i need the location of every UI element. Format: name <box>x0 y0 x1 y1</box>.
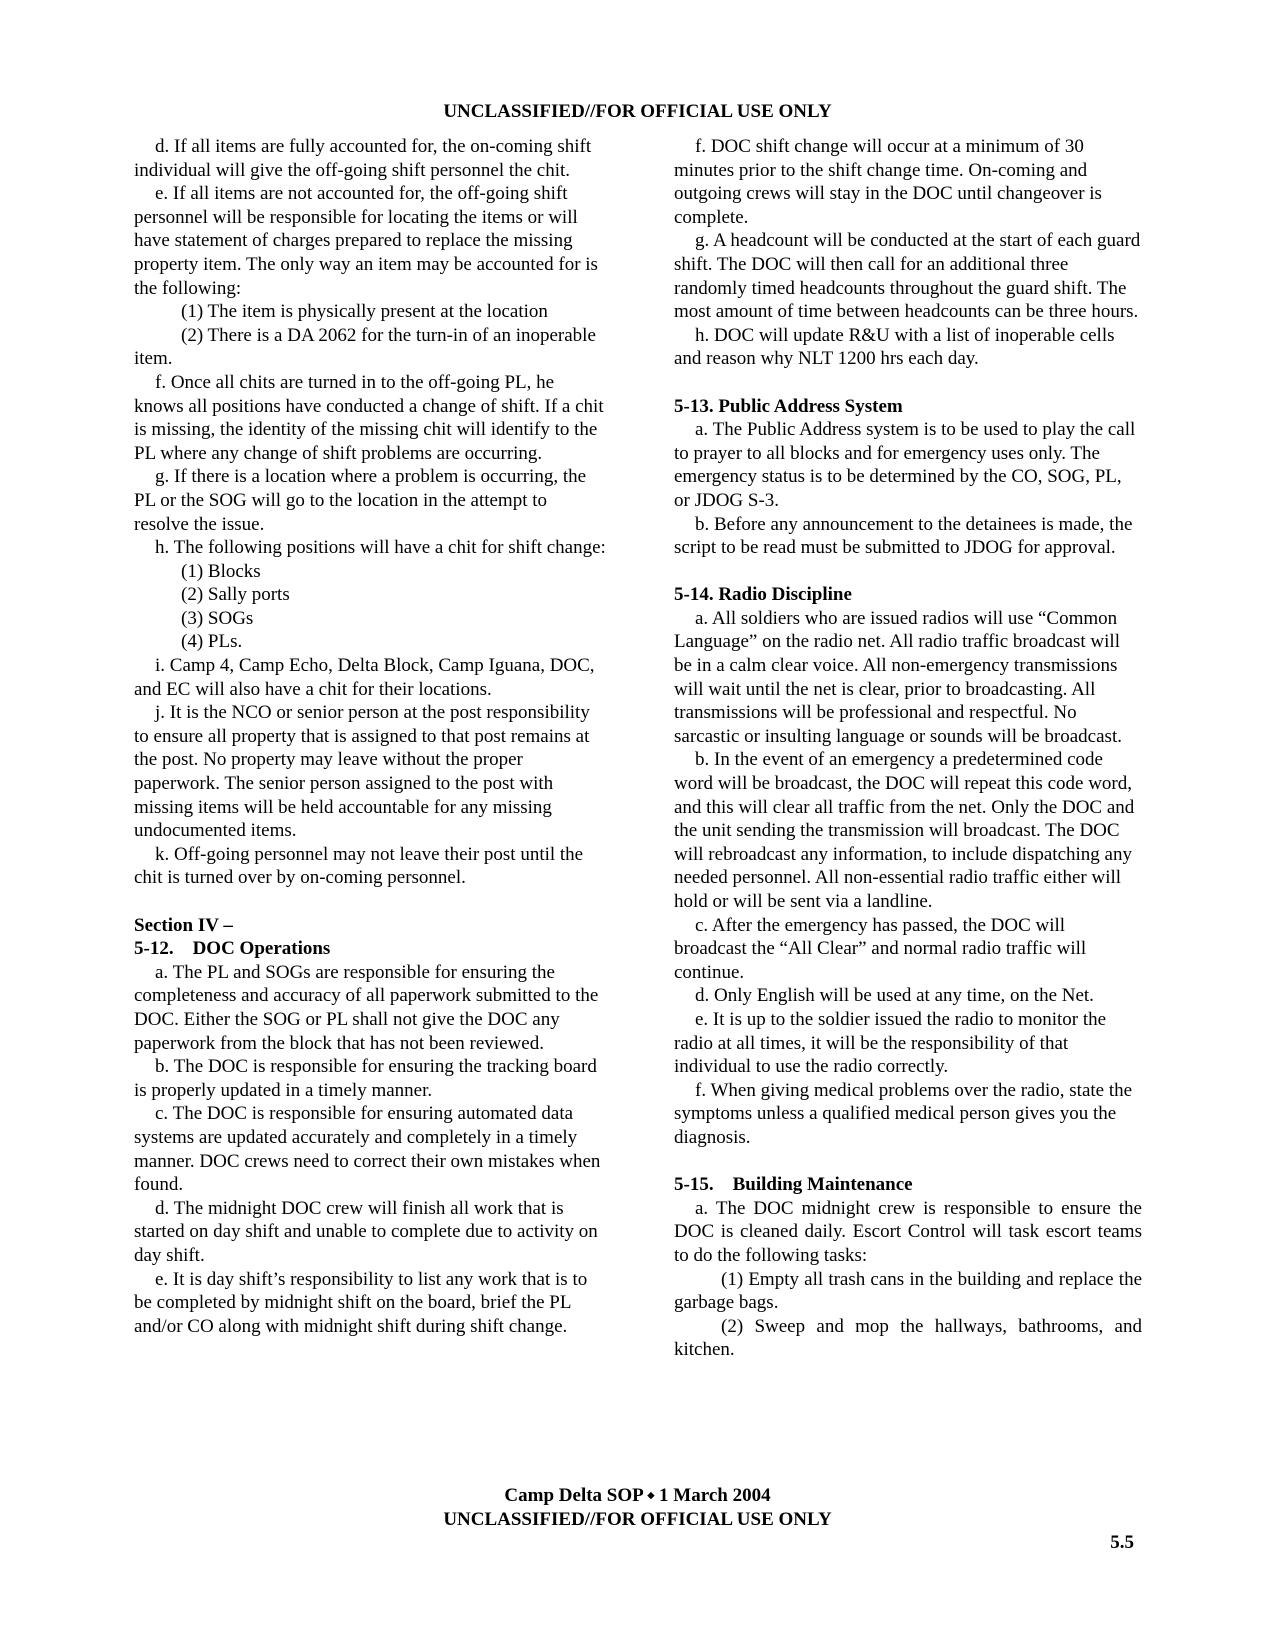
heading-5-13: 5-13. Public Address System <box>674 395 903 417</box>
paragraph-f: f. Once all chits are turned in to the off-going PL, he knows all positions have conducted a change of shift. If a chit is missing, the identity of the missing chit will identify to the PL where any change of shift problems are occurring. <box>134 371 604 464</box>
paragraph-5-14-c: c. After the emergency has passed, the DOC will broadcast the “All Clear” and normal radio traffic will continue. <box>674 914 1087 983</box>
footer-document-title: Camp Delta SOP ⬩ 1 March 2004 <box>504 1485 771 1506</box>
paragraph-d: d. If all items are fully accounted for, the on-coming shift individual will give the off-going shift personnel the chit. <box>134 136 592 181</box>
left-column <box>134 135 606 1338</box>
paragraph-5-13-a: a. The Public Address system is to be used to play the call to prayer to all blocks and for emergency uses only. The emergency status is to be determined by the CO, SOG, PL, or JDOG S-3. <box>674 419 1136 511</box>
page-footer <box>0 1484 1275 1532</box>
list-item-pls: (4) PLs. <box>181 631 243 653</box>
heading-5-12: 5-12. DOC Operations <box>134 938 331 960</box>
task-item-1: (1) Empty all trash cans in the building and replace the garbage bags. <box>674 1268 1142 1314</box>
paragraph-5-12-g: g. A headcount will be conducted at the start of each guard shift. The DOC will then call for an additional three randomly timed headcounts throughout the guard shift. The most amount of time between headcounts can be three hours. <box>674 230 1141 323</box>
paragraph-5-15-a: a. The DOC midnight crew is responsible to ensure the DOC is cleaned daily. Escort Control will task escort teams to do the following tasks: <box>674 1197 1142 1266</box>
paragraph-h: h. The following positions will have a chit for shift change: <box>155 537 606 559</box>
paragraph-e: e. If all items are not accounted for, the off-going shift personnel will be responsible for locating the items or will have statement of charges prepared to replace the missing property item. The only way an item may be accounted for is the following: <box>134 183 598 299</box>
list-item-sogs: (3) SOGs <box>181 607 254 629</box>
paragraph-5-12-h: h. DOC will update R&U with a list of inoperable cells and reason why NLT 1200 hrs each day. <box>674 324 1115 370</box>
paragraph-5-12-b: b. The DOC is responsible for ensuring the tracking board is properly updated in a timely manner. <box>134 1056 597 1101</box>
list-item-blocks: (1) Blocks <box>181 560 261 582</box>
paragraph-5-14-a: a. All soldiers who are issued radios will use “Common Language” on the radio net. All radio traffic broadcast will be in a calm clear voice. All non-emergency transmissions will wait until the net is clear, prior to broadcasting. All transmissions will be professional and respectful. No sarcastic or insulting language or sounds will be broadcast. <box>674 607 1122 747</box>
list-item-sally-ports: (2) Sally ports <box>181 584 290 606</box>
paragraph-k: k. Off-going personnel may not leave their post until the chit is turned over by on-coming personnel. <box>134 843 584 889</box>
paragraph-5-12-d: d. The midnight DOC crew will finish all work that is started on day shift and unable to complete due to activity on day shift. <box>134 1197 598 1266</box>
subitem-1: (1) The item is physically present at the location <box>181 301 548 323</box>
paragraph-5-12-a: a. The PL and SOGs are responsible for ensuring the completeness and accuracy of all paperwork submitted to the DOC. Either the SOG or PL shall not give the DOC any paperwork from the block that has not been reviewed. <box>134 961 599 1054</box>
heading-5-14: 5-14. Radio Discipline <box>674 584 852 606</box>
right-column <box>674 135 1142 1362</box>
paragraph-5-12-e: e. It is day shift’s responsibility to list any work that is to be completed by midnight shift on the board, brief the PL and/or CO along with midnight shift during shift change. <box>134 1268 588 1337</box>
paragraph-5-14-d: d. Only English will be used at any time, on the Net. <box>695 985 1094 1007</box>
paragraph-5-12-c: c. The DOC is responsible for ensuring automated data systems are updated accurately and completely in a timely manner. DOC crews need to correct their own mistakes when found. <box>134 1103 601 1196</box>
paragraph-g: g. If there is a location where a problem is occurring, the PL or the SOG will go to the location in the attempt to resolve the issue. <box>134 466 587 535</box>
paragraph-5-12-f: f. DOC shift change will occur at a minimum of 30 minutes prior to the shift change time. On-coming and outgoing crews will stay in the DOC until changeover is complete. <box>674 136 1102 228</box>
paragraph-5-14-b: b. In the event of an emergency a predetermined code word will be broadcast, the DOC will repeat this code word, and this will clear all traffic from the net. Only the DOC and the unit sending the transmission will broadcast. The DOC will rebroadcast any information, to include dispatching any needed personnel. All non-essential radio traffic either will hold or will be sent via a landline. <box>674 749 1135 912</box>
paragraph-j: j. It is the NCO or senior person at the post responsibility to ensure all property that is assigned to that post remains at the post. No property may leave without the proper paperwork. The senior person assigned to the post with missing items will be held accountable for any missing undocumented items. <box>134 702 590 842</box>
footer-classification: UNCLASSIFIED//FOR OFFICIAL USE ONLY <box>443 1509 832 1530</box>
page-number: 5.5 <box>1110 1532 1134 1553</box>
heading-5-15: 5-15. Building Maintenance <box>674 1174 913 1196</box>
paragraph-5-13-b: b. Before any announcement to the detainees is made, the script to be read must be submitted to JDOG for approval. <box>674 513 1133 559</box>
paragraph-i: i. Camp 4, Camp Echo, Delta Block, Camp Iguana, DOC, and EC will also have a chit for their locations. <box>134 655 595 700</box>
paragraph-5-14-e: e. It is up to the soldier issued the radio to monitor the radio at all times, it will be the responsibility of that individual to use the radio correctly. <box>674 1008 1107 1078</box>
classification-header: UNCLASSIFIED//FOR OFFICIAL USE ONLY <box>443 101 832 122</box>
section-heading: Section IV – <box>134 914 233 936</box>
task-item-2: (2) Sweep and mop the hallways, bathrooms, and kitchen. <box>674 1315 1142 1361</box>
subitem-2: (2) There is a DA 2062 for the turn-in of an inoperable item. <box>134 324 596 370</box>
paragraph-5-14-f: f. When giving medical problems over the radio, state the symptoms unless a qualified medical person gives you the diagnosis. <box>674 1079 1133 1148</box>
